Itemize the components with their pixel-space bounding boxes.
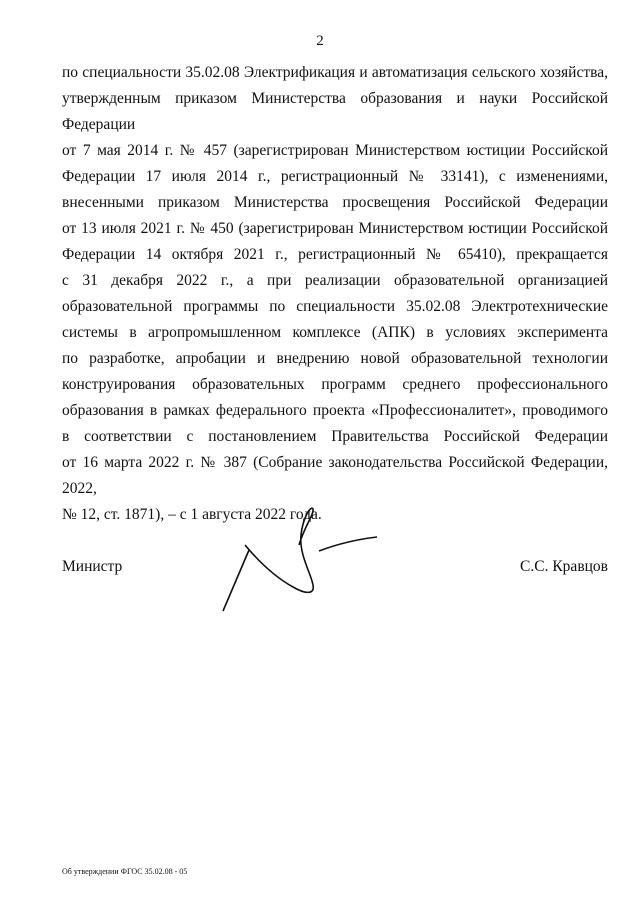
body-line: от 16 марта 2022 г. № 387 (Собрание законодательства Российской Федерации, 2022, — [62, 454, 608, 497]
body-line: конструирования образовательных программ среднего профессионального — [62, 376, 608, 393]
body-line: образовательной программы по специальности 35.02.08 Электротехнические — [62, 298, 608, 315]
document-body — [62, 60, 608, 528]
body-line: Федерации 14 октября 2021 г., регистрационный № 65410), прекращается — [62, 246, 608, 263]
body-line: № 12, ст. 1871), – с 1 августа 2022 года. — [62, 506, 322, 523]
body-line: с 31 декабря 2022 г., а при реализации образовательной организацией — [62, 272, 608, 289]
body-line: утвержденным приказом Министерства образования и науки Российской Федерации — [62, 90, 608, 133]
page-number: 2 — [316, 33, 324, 49]
body-line: внесенными приказом Министерства просвещения Российской Федерации — [62, 194, 608, 211]
document-footer: Об утверждении ФГОС 35.02.08 - 05 — [62, 867, 188, 876]
body-line: от 13 июля 2021 г. № 450 (зарегистрирован Министерством юстиции Российской — [62, 220, 608, 237]
body-line: по специальности 35.02.08 Электрификация и автоматизация сельского хозяйства, — [62, 64, 608, 81]
signatory-position: Министр — [62, 558, 123, 575]
handwritten-signature — [215, 495, 385, 620]
body-line: в соответствии с постановлением Правительства Российской Федерации — [62, 428, 608, 445]
body-line: по разработке, апробации и внедрению новой образовательной технологии — [62, 350, 608, 367]
body-line: от 7 мая 2014 г. № 457 (зарегистрирован Министерством юстиции Российской — [62, 142, 608, 159]
body-line: Федерации 17 июля 2014 г., регистрационный № 33141), с изменениями, — [62, 168, 608, 185]
body-line: системы в агропромышленном комплексе (АПК) в условиях эксперимента — [62, 324, 608, 341]
signatory-name: С.С. Кравцов — [520, 558, 608, 575]
body-line: образования в рамках федерального проекта «Профессионалитет», проводимого — [62, 402, 608, 419]
